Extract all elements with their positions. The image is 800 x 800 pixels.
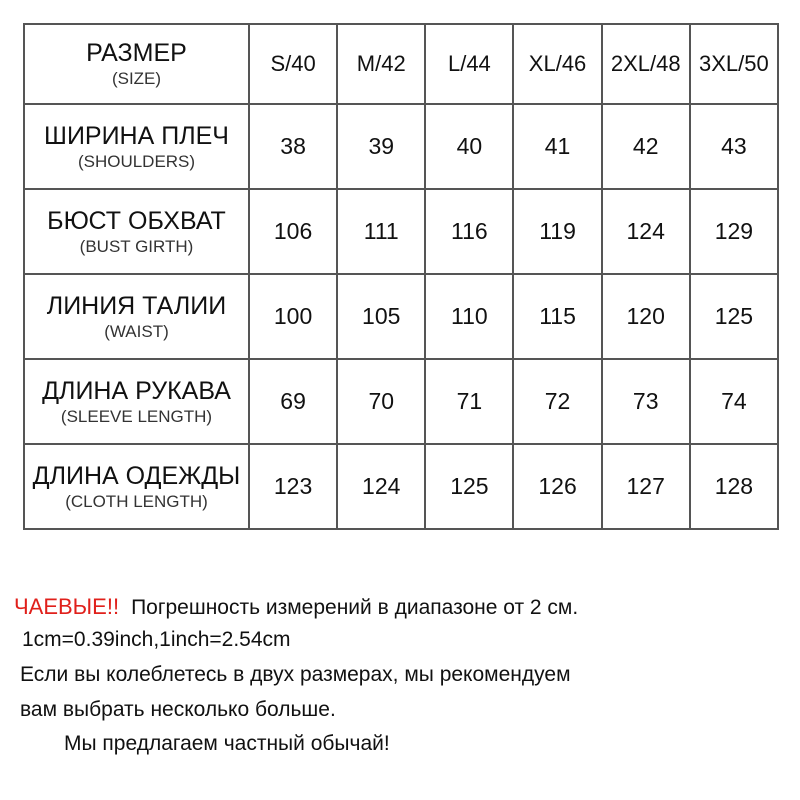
table-header-row: [24, 24, 778, 104]
table-cell: 70: [337, 359, 425, 444]
size-column-header: 3XL/50: [690, 24, 778, 104]
table-cell: 123: [249, 444, 337, 529]
table-cell: 125: [690, 274, 778, 359]
table-cell: 43: [690, 104, 778, 189]
table-cell: 41: [513, 104, 601, 189]
table-cell: 128: [690, 444, 778, 529]
table-row-cloth-length: [24, 444, 778, 529]
table-cell: 42: [602, 104, 690, 189]
table-cell: 105: [337, 274, 425, 359]
size-heading: РАЗМЕР: [86, 39, 187, 67]
table-cell: 127: [602, 444, 690, 529]
table-cell: 124: [602, 189, 690, 274]
table-cell: 74: [690, 359, 778, 444]
table-cell: 125: [425, 444, 513, 529]
size-column-header: XL/46: [513, 24, 601, 104]
custom-offer-note: Мы предлагаем частный обычай!: [64, 732, 390, 755]
table-cell: 38: [249, 104, 337, 189]
row-label: ДЛИНА ОДЕЖДЫ: [32, 461, 241, 490]
table-cell: 72: [513, 359, 601, 444]
table-row-shoulders: [24, 104, 778, 189]
row-label: ДЛИНА РУКАВА: [42, 376, 231, 405]
tips-text: Погрешность измерений в диапазоне от 2 см.: [131, 596, 579, 619]
row-label: ШИРИНА ПЛЕЧ: [44, 121, 229, 150]
size-column-header: S/40: [249, 24, 337, 104]
table-cell: 110: [425, 274, 513, 359]
table-cell: 73: [602, 359, 690, 444]
size-column-header: 2XL/48: [602, 24, 690, 104]
row-label-english: (SLEEVE LENGTH): [60, 406, 213, 426]
size-column-header: L/44: [425, 24, 513, 104]
table-cell: 39: [337, 104, 425, 189]
row-label-cell: [24, 104, 249, 189]
table-row-bust: [24, 189, 778, 274]
advice-line-2: вам выбрать несколько больше.: [20, 698, 336, 721]
table-cell: 120: [602, 274, 690, 359]
advice-line-1: Если вы колеблетесь в двух размерах, мы рекомендуем: [20, 663, 571, 686]
table-row-sleeve: [24, 359, 778, 444]
tips-label: ЧАЕВЫЕ!!: [14, 594, 120, 619]
conversion-note: 1cm=0.39inch,1inch=2.54cm: [22, 628, 291, 651]
table-cell: 119: [513, 189, 601, 274]
table-cell: 124: [337, 444, 425, 529]
table-cell: 111: [337, 189, 425, 274]
tips-line: [14, 594, 578, 620]
table-cell: 71: [425, 359, 513, 444]
table-row-waist: [24, 274, 778, 359]
size-chart-table: [23, 23, 779, 530]
table-cell: 100: [249, 274, 337, 359]
row-label-cell: [24, 359, 249, 444]
table-cell: 126: [513, 444, 601, 529]
table-cell: 40: [425, 104, 513, 189]
row-label-english: (WAIST): [104, 321, 169, 341]
row-label-english: (BUST GIRTH): [79, 236, 194, 256]
row-label: ЛИНИЯ ТАЛИИ: [46, 291, 227, 320]
size-column-header: M/42: [337, 24, 425, 104]
table-cell: 69: [249, 359, 337, 444]
header-label-cell: [24, 24, 249, 104]
row-label-cell: [24, 444, 249, 529]
size-heading-english: (SIZE): [111, 69, 162, 88]
row-label-cell: [24, 274, 249, 359]
row-label: БЮСТ ОБХВАТ: [47, 206, 226, 235]
row-label-english: (SHOULDERS): [77, 151, 196, 171]
table-cell: 116: [425, 189, 513, 274]
row-label-cell: [24, 189, 249, 274]
table-cell: 115: [513, 274, 601, 359]
table-cell: 129: [690, 189, 778, 274]
table-cell: 106: [249, 189, 337, 274]
row-label-english: (CLOTH LENGTH): [65, 491, 208, 511]
